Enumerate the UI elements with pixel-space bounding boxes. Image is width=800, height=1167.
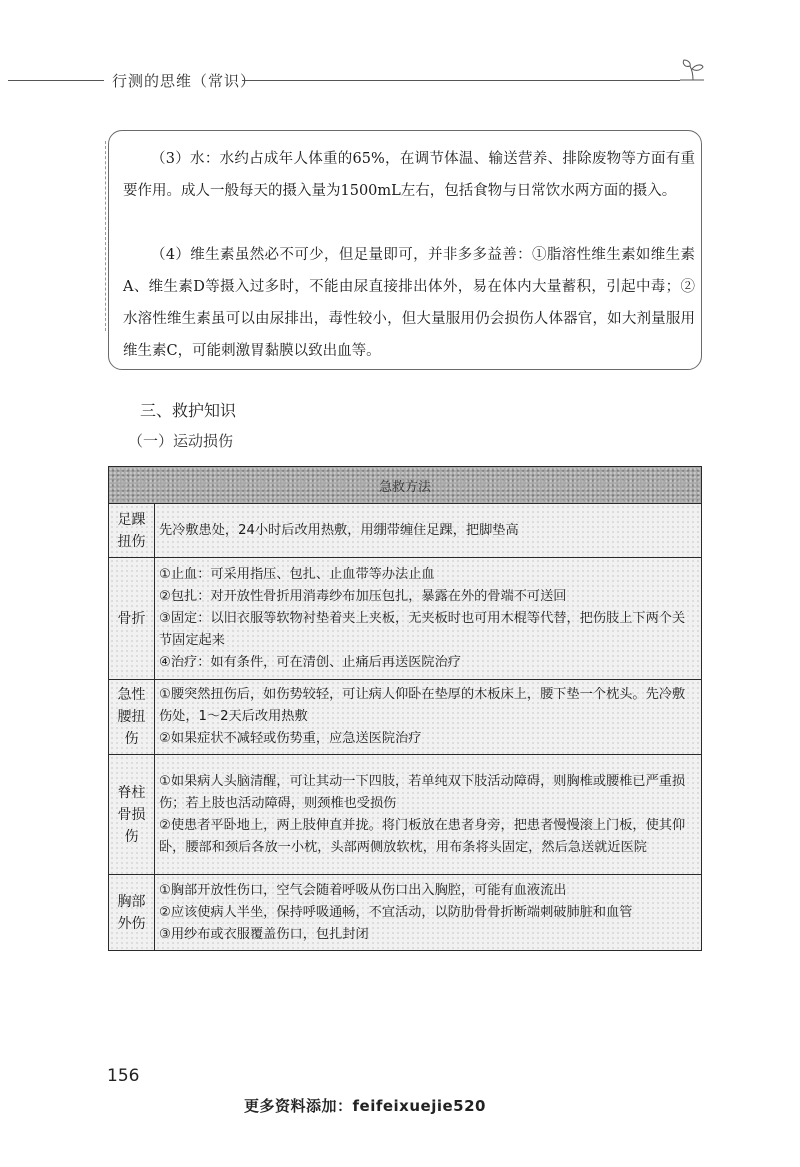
table-row <box>109 558 702 680</box>
page-number: 156 <box>107 1066 140 1086</box>
treatment-cell <box>155 504 702 558</box>
table-row <box>109 875 702 951</box>
table-row <box>109 680 702 755</box>
treatment-cell <box>155 875 702 951</box>
table-row <box>109 755 702 875</box>
treatment-line: ③固定：以旧衣服等软物衬垫着夹上夹板，无夹板时也可用木棍等代替，把伤肢上下两个关节固定起来 <box>159 610 686 648</box>
table-header: 急救方法 <box>109 467 702 504</box>
treatment-line: ②应该使病人半坐，保持呼吸通畅，不宜活动，以防肋骨骨折断端刺破肺脏和血管 <box>159 904 633 920</box>
subsection-heading: （一）运动损伤 <box>128 432 234 450</box>
treatment-line: ②使患者平卧地上，两上肢伸直并拢。将门板放在患者身旁，把患者慢慢滚上门板，使其仰卧，腰部和颈后各放一小枕，头部两侧放软枕，用布条将头固定，然后急送就近医院 <box>159 817 686 855</box>
table-row <box>109 504 702 558</box>
treatment-cell <box>155 680 702 755</box>
note-paragraph-water: （3）水：水约占成年人体重的65%，在调节体温、输送营养、排除废物等方面有重要作用。成人一般每天的摄入量为1500mL左右，包括食物与日常饮水两方面的摄入。 <box>123 151 695 199</box>
treatment-line: ③用纱布或衣服覆盖伤口，包扎封闭 <box>159 926 369 942</box>
header-rule-right <box>242 80 680 81</box>
sprout-icon <box>676 56 710 86</box>
injury-name: 骨折 <box>109 558 155 680</box>
treatment-line: 先冷敷患处，24小时后改用热敷，用绷带缠住足踝，把脚垫高 <box>159 522 519 538</box>
treatment-line: ①止血：可采用指压、包扎、止血带等办法止血 <box>159 566 435 582</box>
running-header-title: 行测的思维（常识） <box>112 72 257 90</box>
section-heading: 三、救护知识 <box>140 401 237 420</box>
treatment-line: ①胸部开放性伤口，空气会随着呼吸从伤口出入胸腔，可能有血液流出 <box>159 882 567 898</box>
injury-name: 胸部外伤 <box>109 875 155 951</box>
promo-text: 更多资料添加：feifeixuejie520 <box>244 1097 486 1115</box>
injury-name: 急性腰扭伤 <box>109 680 155 755</box>
treatment-line: ①腰突然扭伤后，如伤势较轻，可让病人仰卧在垫厚的木板床上，腰下垫一个枕头。先冷敷伤处，1～2天后改用热敷 <box>159 687 686 724</box>
treatment-line: ②包扎：对开放性骨折用消毒纱布加压包扎，暴露在外的骨端不可送回 <box>159 588 567 604</box>
first-aid-table <box>108 466 702 951</box>
injury-name: 脊柱骨损伤 <box>109 755 155 875</box>
injury-name: 足踝扭伤 <box>109 504 155 558</box>
treatment-line: ④治疗：如有条件，可在清创、止痛后再送医院治疗 <box>159 654 461 670</box>
note-paragraph-vitamins: （4）维生素虽然必不可少，但足量即可，并非多多益善：①脂溶性维生素如维生素A、维生素D等摄入过多时，不能由尿直接排出体外，易在体内大量蓄积，引起中毒；②水溶性维生素虽可以由尿排出，毒性较小，但大量服用仍会损伤人体器官，如大剂量服用维生素C，可能刺激胃黏膜以致出血等。 <box>123 247 695 359</box>
header-rule-left <box>8 80 104 81</box>
note-box <box>108 130 702 370</box>
table-header-row <box>109 467 702 504</box>
treatment-cell <box>155 558 702 680</box>
treatment-line: ①如果病人头脑清醒，可让其动一下四肢，若单纯双下肢活动障碍，则胸椎或腰椎已严重损伤；若上肢也活动障碍，则颈椎也受损伤 <box>159 773 686 811</box>
treatment-cell <box>155 755 702 875</box>
treatment-line: ②如果症状不减轻或伤势重，应急送医院治疗 <box>159 731 422 746</box>
